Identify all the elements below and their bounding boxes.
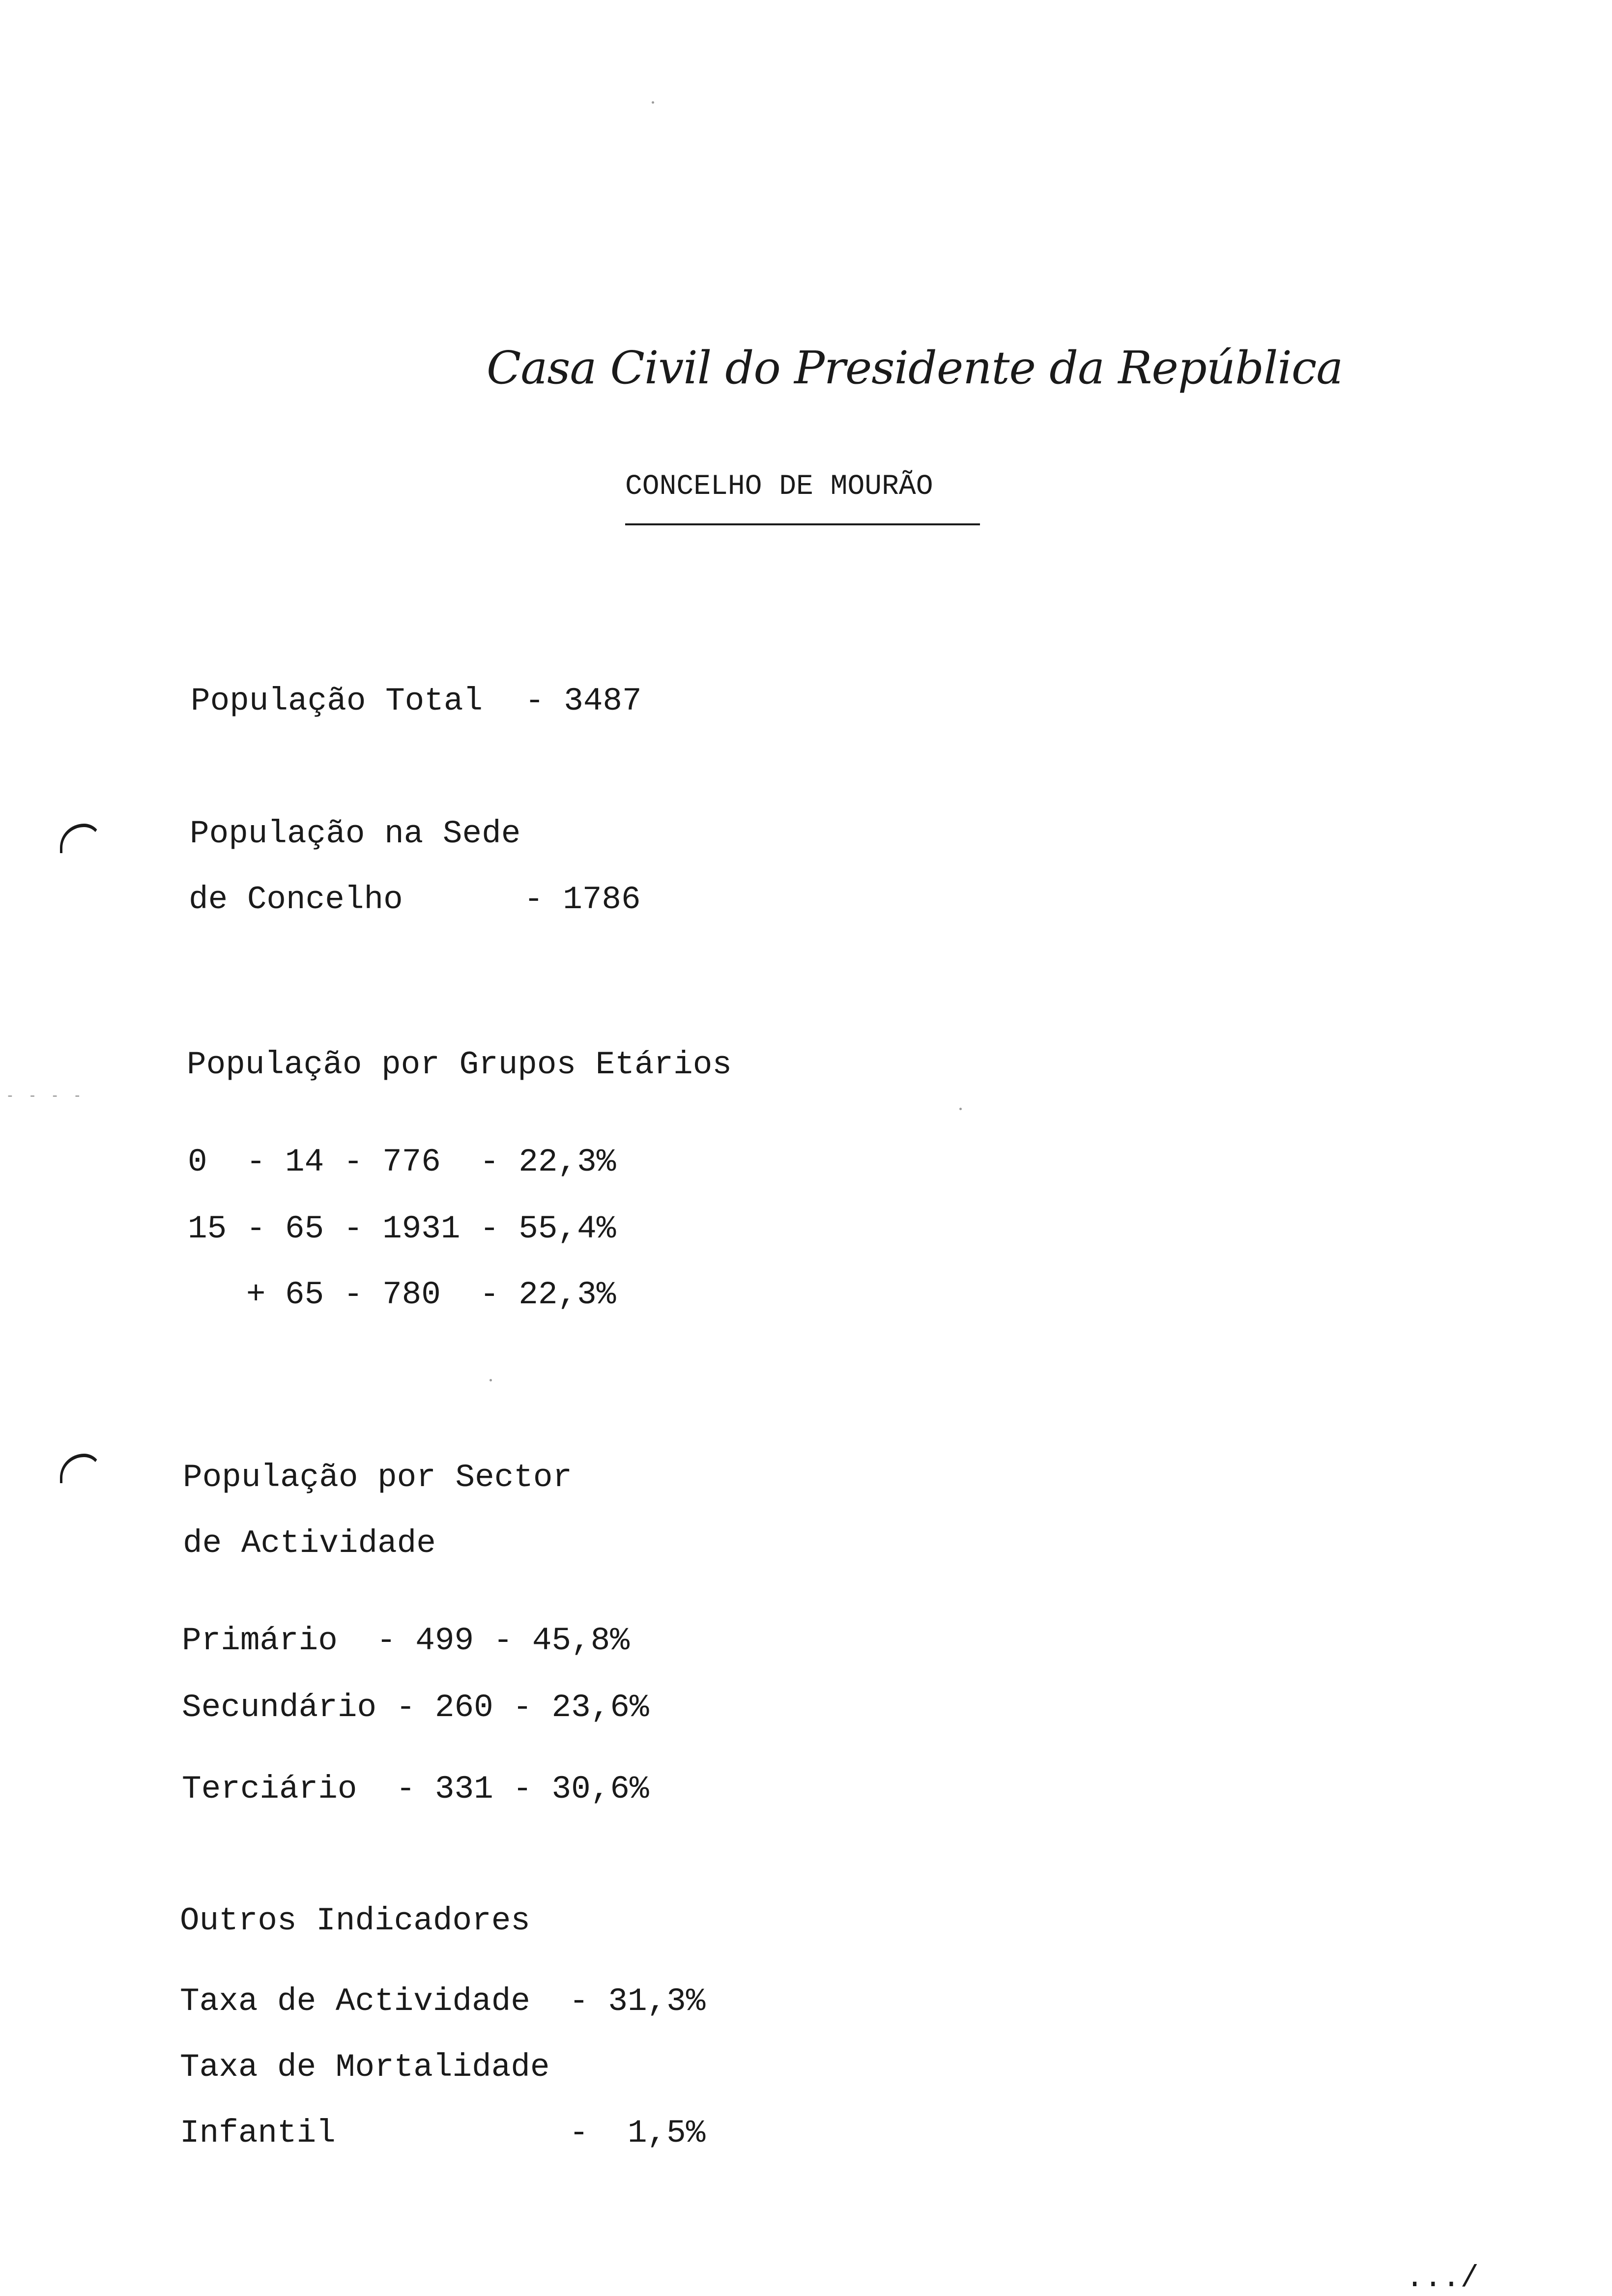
sector-actividade-row: Primário - 499 - 45,8% (182, 1622, 630, 1659)
grupos-etarios-heading: População por Grupos Etários (187, 1046, 732, 1083)
populacao-total-value: - 3487 (525, 683, 642, 719)
outros-indicadores-heading: Outros Indicadores (180, 1902, 530, 1939)
paper-speck (489, 1379, 492, 1381)
paper-speck (959, 1108, 962, 1110)
grupos-etarios-row: 0 - 14 - 776 - 22,3% (188, 1144, 616, 1180)
margin-specks: - - - - (6, 1089, 85, 1104)
taxa-mortalidade-label: Taxa de Mortalidade (180, 2049, 550, 2086)
binder-hole-mark (60, 824, 101, 853)
letterhead: Casa Civil do Presidente da República (487, 342, 1343, 394)
document-title: CONCELHO DE MOURÃO (625, 471, 933, 503)
sector-actividade-heading: População por Sector (183, 1459, 573, 1496)
populacao-total-label: População Total (191, 683, 483, 719)
populacao-sede-label: População na Sede (190, 815, 521, 852)
paper-speck (652, 101, 654, 104)
sector-actividade-row: Terciário - 331 - 30,6% (182, 1771, 649, 1808)
populacao-sede-value: - 1786 (524, 881, 641, 918)
taxa-actividade: Taxa de Actividade - 31,3% (180, 1983, 706, 2020)
sector-actividade-row: Secundário - 260 - 23,6% (182, 1689, 649, 1726)
taxa-mortalidade-infantil: Infantil - 1,5% (180, 2115, 706, 2152)
grupos-etarios-row: 15 - 65 - 1931 - 55,4% (188, 1210, 616, 1247)
populacao-sede-label-continued: de Concelho (189, 881, 403, 918)
title-underline (625, 523, 980, 525)
sector-actividade-heading-continued: de Actividade (183, 1525, 436, 1562)
grupos-etarios-row: + 65 - 780 - 22,3% (188, 1276, 616, 1313)
continuation-mark: .../ (1406, 2261, 1479, 2296)
binder-hole-mark (60, 1454, 101, 1483)
